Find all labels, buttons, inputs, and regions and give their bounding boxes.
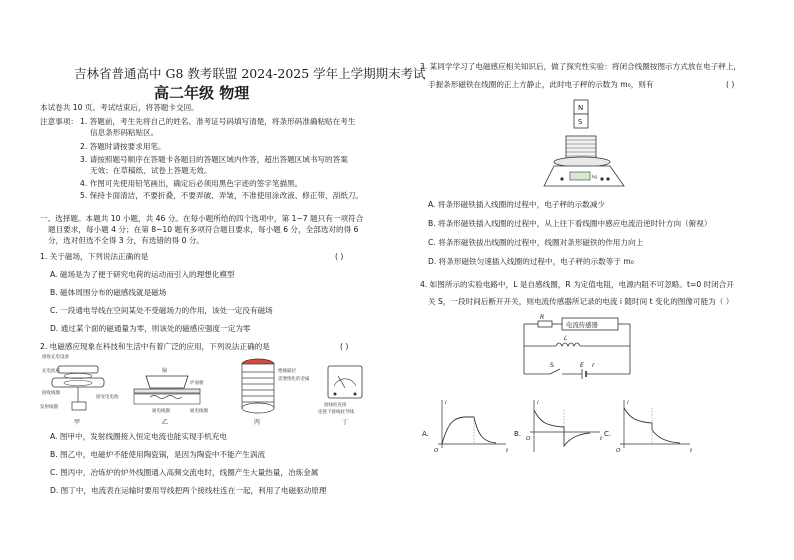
label-a3: 接收线圈 [42, 391, 60, 396]
graph-a-i: i [445, 400, 447, 406]
graph-b-i: i [537, 400, 539, 406]
label-jia: 甲 [74, 419, 81, 426]
note-item: 2. 答题时请按要求用笔。 [80, 142, 166, 151]
emf-e-label: E [580, 362, 584, 369]
section1-line: 分，选对但选不全得 3 分，有选错的得 0 分。 [48, 236, 205, 245]
q2-option-c: C. 图丙中，冶炼炉的炉外线圈通入高频交流电时，线圈产生大量热量，冶炼金属 [50, 468, 319, 477]
coil [566, 136, 596, 160]
label-b1: 锅 [162, 368, 168, 374]
label-d2: 连接下接线柱导线 [318, 410, 354, 415]
exam-subtitle: 高二年级 物理 [154, 84, 250, 102]
graph-a-t: t [506, 448, 509, 454]
q4-circuit [520, 314, 640, 384]
q1-option-d: D. 通过某个面的磁通量为零，则该处的磁感应强度一定为零 [50, 324, 251, 333]
figure-ding-ammeter [318, 366, 362, 426]
note-item: 3. 请按照题号顺序在答题卡各题目的答题区域内作答，超出答题区域书写的答案 [80, 155, 348, 164]
label-b4: 通电线圈 [190, 409, 208, 414]
q1-option-a: A. 磁场是为了便于研究电荷的运动而引入的理想化模型 [50, 270, 235, 279]
graph-b-t: t [600, 436, 603, 442]
label-a1: 接收充电设备 [42, 355, 69, 360]
q3-option-a: A. 将条形磁铁插入线圈的过程中，电子秤的示数减少 [428, 200, 605, 209]
label-c1: 绝缘隔层 [278, 369, 296, 374]
graph-c-i: i [627, 400, 629, 406]
q2-option-a: A. 图甲中，发射线圈接入恒定电流也能实现手机充电 [50, 432, 227, 441]
q2-option-d: D. 图丁中，电流表在运输时要用导线把两个接线柱连在一起，利用了电磁驱动原理 [50, 486, 327, 495]
note-item: 信息条形码粘贴区。 [90, 128, 159, 137]
figure-bing-furnace [242, 359, 310, 426]
q3-figure-scale [540, 96, 660, 194]
graph-a [422, 400, 509, 454]
label-a5: 接受电电池 [96, 395, 119, 400]
q3-option-b: B. 将条形磁铁插入线圈的过程中，从上往下看线圈中感应电流沿逆时针方向（俯视） [428, 219, 712, 228]
figure-yi-induction-cooker [134, 367, 208, 426]
label-yi: 乙 [162, 419, 169, 426]
q4-stem-line1: 4. 如图所示的实验电路中，L 是自感线圈，R 为定值电阻，电源内阻不可忽略。t=0 时闭合开 [420, 280, 734, 289]
label-c2: 需要熔化的金属 [278, 377, 310, 382]
label-bing: 丙 [254, 419, 261, 426]
q3-option-d: D. 将条形磁铁匀速插入线圈的过程中，电子秤的示数等于 m₀ [428, 257, 634, 266]
graph-b-o: O [526, 436, 531, 442]
graph-b [514, 400, 603, 452]
section1-line: 题目要求，每小题 4 分；在第 8~10 题有多项符合题目要求，每小题 6 分，全部选对的得 6 [48, 225, 359, 234]
graph-c-label: C. [604, 430, 612, 438]
q3-stem-line1: 3. 某同学学习了电磁感应相关知识后，做了探究性实验：将闭合线圈按图示方式放在电子秤上， [420, 62, 741, 71]
switch-s-label: S [550, 362, 554, 369]
current-sensor-label: 电流传感器 [566, 321, 598, 329]
q1-option-b: B. 磁体周围分布的磁感线就是磁场 [50, 288, 167, 297]
note-item: 4. 作图可先使用铅笔画出，确定后必须用黑色字迹的签字笔描黑。 [80, 179, 303, 188]
graph-c [604, 400, 693, 454]
q4-stem-line2: 关 S，一段时间后断开开关，则电流传感器所记录的电流 i 随时间 t 变化的图像可能为（ ） [428, 297, 734, 306]
q2-answer-bracket: ( ) [340, 342, 349, 351]
label-b2: 炉面板 [190, 381, 204, 386]
resistor-r-label: R [540, 314, 545, 321]
q2-option-b: B. 图乙中，电磁炉不能使用陶瓷锅，是因为陶瓷中不能产生涡流 [50, 450, 266, 459]
graph-a-label: A. [422, 430, 429, 438]
notes-label: 注意事项： [40, 117, 78, 126]
note-item: 5. 保持卡面清洁，不要折叠，不要弄破、弄皱，不准使用涂改液、修正带、刮纸刀。 [80, 191, 364, 200]
q3-stem-line2: 手握条形磁铁在线圈的正上方静止，此时电子秤的示数为 m₀，则有 [428, 80, 654, 89]
q3-option-c: C. 将条形磁铁拔出线圈的过程中，线圈对条形磁铁的作用力向上 [428, 238, 644, 247]
internal-r-label: r [592, 362, 595, 369]
q1-stem: 1. 关于磁场，下列说法正确的是 [40, 252, 149, 261]
magnet-n-label: N [578, 104, 584, 112]
graph-c-o: O [616, 448, 621, 454]
notes-intro: 本试卷共 10 页。考试结束后，将答题卡交回。 [40, 103, 199, 112]
label-d1: 接线柱连接 [324, 403, 347, 408]
right-column [410, 0, 770, 560]
q1-answer-bracket: ( ) [335, 252, 344, 261]
graph-a-o: O [434, 448, 439, 454]
magnet-s-label: S [578, 118, 583, 126]
label-ding: 丁 [342, 419, 349, 426]
bar-magnet [574, 100, 588, 128]
label-a4: 发射线圈 [40, 405, 58, 410]
exam-title: 吉林省普通高中 G8 教考联盟 2024-2025 学年上学期期末考试 [74, 66, 426, 81]
graph-c-t: t [690, 448, 693, 454]
label-a2: 充电底座 [42, 369, 60, 374]
q2-figures [38, 352, 378, 430]
left-column [30, 0, 426, 560]
note-item: 无效；在草稿纸、试卷上答题无效。 [90, 166, 212, 175]
electronic-scale [544, 157, 624, 186]
figure-jia-charging [40, 353, 119, 426]
q3-answer-bracket: ( ) [726, 80, 735, 89]
q1-option-c: C. 一段通电导线在空间某处不受磁场力的作用，该处一定没有磁场 [50, 306, 273, 315]
q2-stem: 2. 电磁感应现象在科技和生活中有着广泛的应用，下列说法正确的是 [40, 342, 270, 351]
graph-b-label: B. [514, 430, 522, 438]
inductor-l-label: L [564, 335, 568, 342]
q4-graphs [418, 396, 708, 456]
section1-line: 一、选择题。本题共 10 小题，共 46 分。在每小题所给的四个选项中，第 1~7 题只有一项符合 [40, 214, 364, 223]
label-b3: 通电线圈 [152, 409, 170, 414]
scale-unit-label: kg [592, 174, 597, 179]
note-item: 1. 答题前，考生先将自己的姓名、准考证号码填写清楚，将条形码准确粘贴在考生 [80, 117, 356, 126]
